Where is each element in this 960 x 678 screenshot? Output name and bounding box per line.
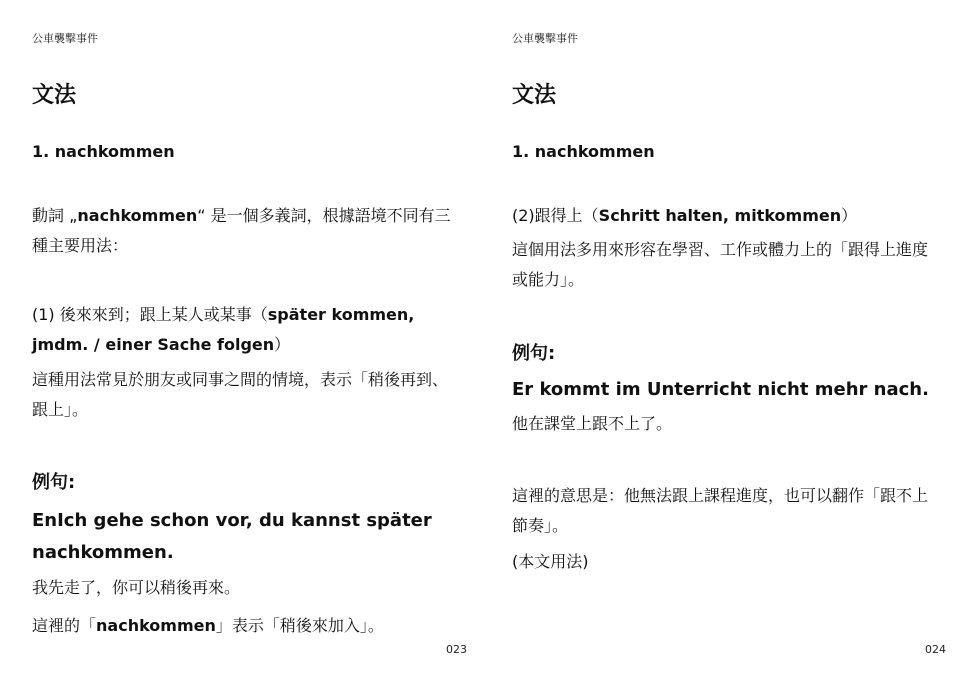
example-label: 例句: xyxy=(32,472,76,493)
usage-note: (本文用法) xyxy=(512,552,589,571)
usage-1-german: später kommen, jmdm. / einer Sache folgen xyxy=(32,305,415,354)
example-translation: 我先走了，你可以稍後再來。 xyxy=(32,578,241,597)
example-label: 例句: xyxy=(512,343,556,364)
section-title: 文法 xyxy=(32,83,77,108)
right-page xyxy=(480,0,960,678)
grammar-subtitle: 1. nachkommen xyxy=(32,142,175,161)
usage-2-heading xyxy=(512,201,932,231)
intro-suffix: “ 是一個多義詞，根據語境不同有三種主要用法： xyxy=(32,206,451,255)
example-translation: 他在課堂上跟不上了。 xyxy=(512,414,673,433)
example-sentence-german: Er kommt im Unterricht nicht mehr nach. xyxy=(512,379,929,400)
note-suffix: 」表示「稍後來加入」。 xyxy=(215,616,384,635)
usage-1-suffix: ） xyxy=(274,335,291,354)
running-head: 公車襲擊事件 xyxy=(32,32,98,45)
page-number: 023 xyxy=(446,643,467,656)
note-prefix: 這裡的「 xyxy=(32,616,97,635)
example-sentence-german: EnIch gehe schon vor, du kannst später nachkommen. xyxy=(32,510,432,563)
usage-2-prefix: (2)跟得上（ xyxy=(512,206,599,225)
usage-note xyxy=(32,611,452,641)
usage-1-prefix: (1) 後來來到；跟上某人或某事（ xyxy=(32,305,268,324)
intro-term: nachkommen xyxy=(77,206,198,225)
page-number: 024 xyxy=(925,643,946,656)
usage-2-description: 這個用法多用來形容在學習、工作或體力上的「跟得上進度或能力」。 xyxy=(512,240,929,289)
grammar-subtitle: 1. nachkommen xyxy=(512,142,655,161)
example-explanation: 這裡的意思是：他無法跟上課程進度，也可以翻作「跟不上節奏」。 xyxy=(512,486,929,535)
usage-1-description: 這種用法常見於朋友或同事之間的情境，表示「稍後再到、跟上」。 xyxy=(32,370,449,419)
usage-2-suffix: ） xyxy=(841,206,858,225)
section-title: 文法 xyxy=(512,83,557,108)
usage-2-german: Schritt halten, mitkommen xyxy=(598,206,842,225)
note-term: nachkommen xyxy=(96,616,216,635)
intro-paragraph xyxy=(32,201,452,261)
intro-prefix: 動詞 „ xyxy=(32,206,78,225)
usage-1-heading xyxy=(32,300,452,360)
running-head: 公車襲擊事件 xyxy=(512,32,578,45)
